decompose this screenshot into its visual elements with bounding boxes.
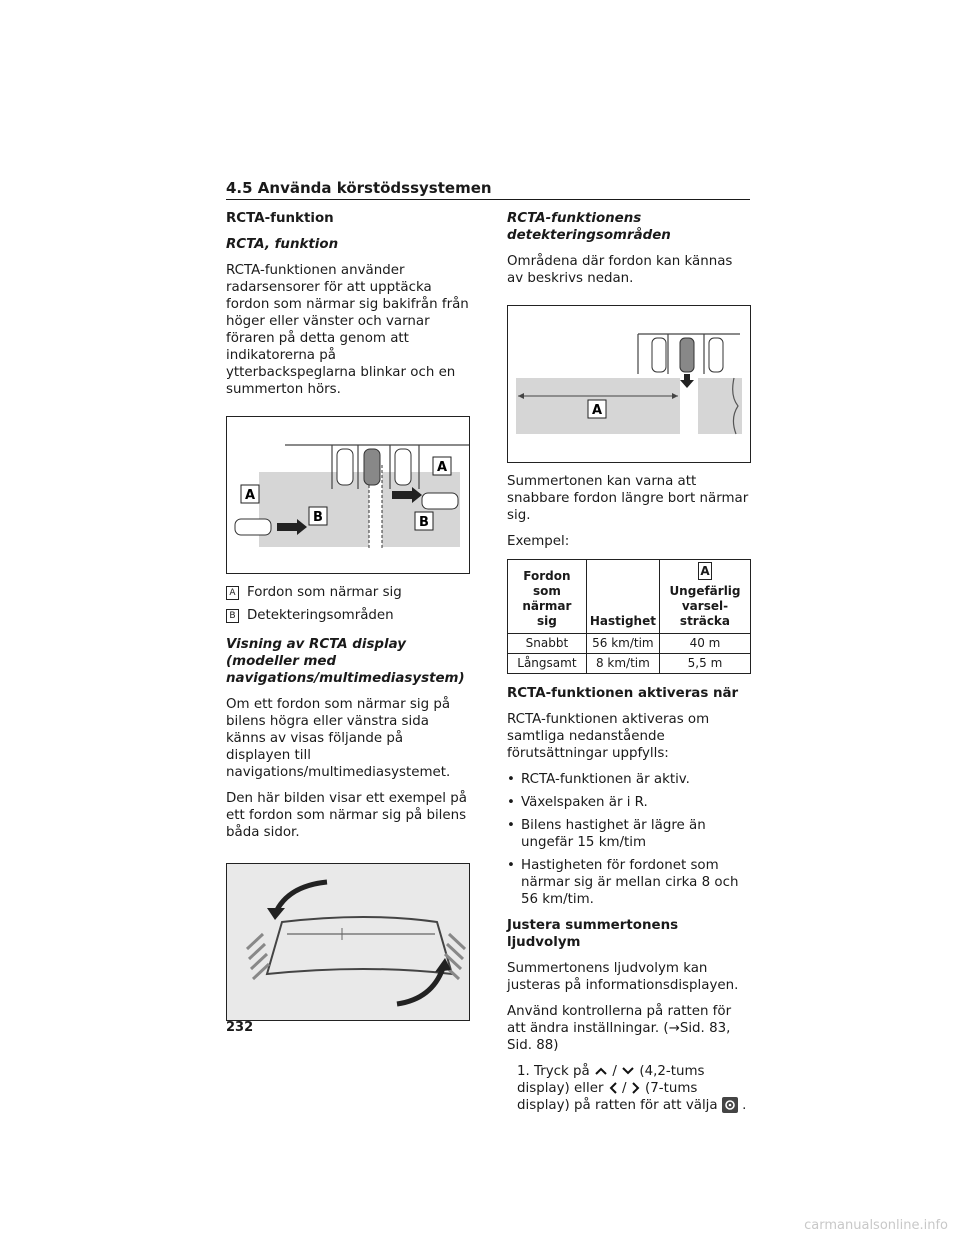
heading-rcta: RCTA-funktion bbox=[226, 211, 334, 226]
table-header-key-a: A bbox=[698, 562, 712, 580]
heading-volume: Justera summertonens ljudvolym bbox=[507, 918, 679, 950]
figure-rcta-overview bbox=[226, 416, 470, 574]
example-label: Exempel: bbox=[507, 534, 570, 549]
step-text-3: (7-tums display) på ratten för att välja bbox=[517, 1081, 718, 1113]
step-text-4: . bbox=[742, 1098, 747, 1113]
table-row bbox=[508, 634, 751, 654]
activation-paragraph: RCTA-funktionen aktiveras om samtliga nedanstående förutsättningar uppfylls: bbox=[507, 712, 710, 761]
table-cell-distance: 5,5 m bbox=[659, 654, 750, 674]
section-title: 4.5 Använda körstödssystemen bbox=[226, 179, 492, 197]
settings-gear-icon bbox=[722, 1097, 738, 1113]
fig1-label-b1: B bbox=[313, 510, 323, 525]
activation-conditions bbox=[507, 771, 751, 908]
step-text-1: Tryck på bbox=[534, 1064, 590, 1079]
table-cell-vehicle: Snabbt bbox=[508, 634, 587, 654]
step-number: 1. bbox=[517, 1064, 530, 1079]
table-header-speed: Hastighet bbox=[586, 560, 659, 634]
page-number: 232 bbox=[226, 1020, 254, 1035]
chevron-down-icon bbox=[621, 1066, 635, 1076]
table-cell-speed: 56 km/tim bbox=[586, 634, 659, 654]
fig2-label-a: A bbox=[591, 403, 603, 418]
heading-detection-areas: RCTA-funktionens detekteringsområden bbox=[507, 211, 671, 243]
table-header-distance-cell bbox=[659, 560, 750, 634]
buzzer-paragraph: Summertonen kan varna att snabbare fordon längre bort närmar sig. bbox=[507, 474, 749, 523]
section-divider bbox=[226, 199, 750, 200]
legend-key-b: B bbox=[226, 609, 239, 623]
rcta-overview-illustration bbox=[227, 417, 469, 573]
legend-item-a bbox=[226, 584, 470, 601]
left-column bbox=[226, 210, 470, 1021]
heading-activation: RCTA-funktionen aktiveras när bbox=[507, 686, 739, 701]
list-item: • Hastigheten för fordonet som närmar sig är mellan cirka 8 och 56 km/tim. bbox=[507, 857, 751, 908]
speed-distance-table bbox=[507, 559, 751, 674]
chevron-up-icon bbox=[594, 1066, 608, 1076]
table-cell-speed: 8 km/tim bbox=[586, 654, 659, 674]
legend-key-a: A bbox=[226, 586, 239, 600]
detection-paragraph: Områdena där fordon kan kännas av beskrivs nedan. bbox=[507, 254, 733, 286]
legend-text-a: Fordon som närmar sig bbox=[247, 585, 402, 600]
table-cell-vehicle: Långsamt bbox=[508, 654, 587, 674]
step-1 bbox=[507, 1063, 751, 1114]
heading-rcta-function: RCTA, funktion bbox=[226, 237, 339, 252]
display-paragraph-1: Om ett fordon som närmar sig på bilens högra eller vänstra sida känns av visas följande på displayen till navigations/multimediasystemet. bbox=[226, 697, 451, 780]
volume-paragraph-1: Summertonens ljudvolym kan justeras på informationsdisplayen. bbox=[507, 961, 739, 993]
intro-paragraph: RCTA-funktionen använder radarsensorer för att upptäcka fordon som närmar sig bakifrån från höger eller vänster och varnar föraren på detta genom att indikatorerna på ytterbackspeglarna blinkar och en summerton hörs. bbox=[226, 263, 469, 397]
table-header-distance: Ungefärlig varsel-sträcka bbox=[669, 584, 741, 628]
figure-rcta-display bbox=[226, 863, 470, 1021]
watermark: carmanualsonline.info bbox=[804, 1218, 948, 1233]
table-header-vehicle: Fordon som närmar sig bbox=[508, 560, 587, 634]
table-row bbox=[508, 654, 751, 674]
detection-area-illustration bbox=[508, 306, 750, 462]
step-slash-2: / bbox=[621, 1081, 627, 1096]
list-item: • RCTA-funktionen är aktiv. bbox=[507, 771, 751, 788]
heading-rcta-display: Visning av RCTA display (modeller med navigations/multimediasystem) bbox=[226, 637, 465, 686]
fig1-label-b2: B bbox=[419, 515, 429, 530]
fig1-label-a2: A bbox=[436, 460, 448, 475]
legend-item-b bbox=[226, 607, 470, 624]
fig1-label-a1: A bbox=[244, 488, 256, 503]
chevron-left-icon bbox=[608, 1081, 618, 1095]
step-text-2: (4,2-tums display) eller bbox=[517, 1064, 705, 1096]
chevron-right-icon bbox=[631, 1081, 641, 1095]
step-slash-1: / bbox=[612, 1064, 617, 1079]
list-item: • Växelspaken är i R. bbox=[507, 794, 751, 811]
rcta-display-illustration bbox=[227, 864, 469, 1020]
figure-detection-area bbox=[507, 305, 751, 463]
list-item: • Bilens hastighet är lägre än ungefär 15 km/tim bbox=[507, 817, 751, 851]
volume-paragraph-2: Använd kontrollerna på ratten för att ändra inställningar. (→Sid. 83, Sid. 88) bbox=[507, 1004, 732, 1053]
table-cell-distance: 40 m bbox=[659, 634, 750, 654]
display-paragraph-2: Den här bilden visar ett exempel på ett fordon som närmar sig på bilens båda sidor. bbox=[226, 791, 467, 840]
right-column bbox=[507, 210, 751, 1122]
legend-text-b: Detekteringsområden bbox=[247, 608, 394, 623]
